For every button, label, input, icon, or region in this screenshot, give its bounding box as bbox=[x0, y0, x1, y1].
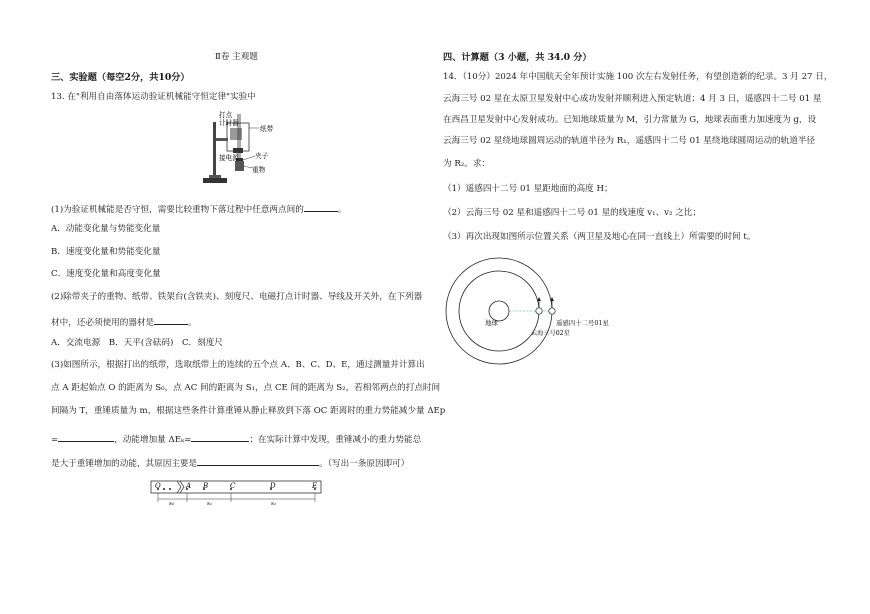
q13-option-b: B．速度变化量和势能变化量 bbox=[51, 247, 161, 257]
label-power: 接电源 bbox=[219, 154, 239, 162]
tape-label-e: E bbox=[312, 482, 318, 490]
q13-part2-line1: (2)除带夹子的重物、纸带、铁架台(含铁夹)、刻度尺、电磁打点计时器、导线及开关外，在下列器 bbox=[51, 292, 423, 302]
orbit-figure bbox=[443, 255, 583, 365]
q13-part3-line5 bbox=[51, 456, 409, 470]
equals-sign: = bbox=[51, 435, 59, 445]
q14-sub1: （1）遥感四十二号 01 星距地面的高度 H； bbox=[443, 184, 613, 194]
answer-blank-2[interactable] bbox=[154, 315, 188, 325]
answer-blank-5[interactable] bbox=[197, 456, 319, 466]
q13-part2-text: 材中，还必须使用的器材是 bbox=[51, 318, 155, 328]
reason-text: 是大于重锤增加的动能，其原因主要是 bbox=[51, 459, 198, 469]
label-sat2: 遥感四十二号01星 bbox=[556, 319, 609, 327]
tape-label-d: D bbox=[270, 482, 276, 490]
q13-stem: 13. 在"利用自由落体运动验证机械能守恒定律"实验中 bbox=[51, 92, 256, 102]
q13-part1-end: 。 bbox=[337, 205, 347, 215]
tape-label-c: C bbox=[230, 482, 236, 490]
apparatus-figure bbox=[197, 108, 297, 196]
paper-tape-figure bbox=[147, 478, 327, 506]
q13-part3-line2: 点 A 距起始点 O 的距离为 S₀，点 AC 间的距离为 S₁，点 CE 间的距离为 S₂，若相邻两点的打点时间 bbox=[51, 383, 441, 393]
q13-part3-line3: 间隔为 T，重锤质量为 m，根据这些条件计算重锤从静止释放到下落 OC 距离时的重力势能减少量 ΔEp bbox=[51, 406, 446, 416]
q13-part1-text: (1)为验证机械能是否守恒，需要比较重物下落过程中任意两点间的 bbox=[51, 205, 304, 215]
q14-sub2: （2）云海三号 02 星和遥感四十二号 01 星的线速度 v₁、v₂ 之比； bbox=[443, 208, 701, 218]
reason-end: 。（写出一条原因即可） bbox=[319, 459, 410, 469]
q13-part1 bbox=[51, 202, 346, 216]
tape-label-o: O bbox=[155, 482, 161, 490]
q13-part3-line4 bbox=[51, 432, 421, 446]
part-title: Ⅱ卷 主观题 bbox=[215, 52, 258, 62]
label-weight: 重物 bbox=[252, 166, 266, 174]
q13-part2-end: 。 bbox=[188, 318, 197, 328]
label-sat1: 云海三号02星 bbox=[531, 330, 570, 337]
q13-part3-line4-end: ；在实际计算中发现，重锤减小的重力势能总 bbox=[249, 435, 422, 445]
tape-label-b: B bbox=[203, 482, 209, 490]
q14-line2: 云海三号 02 星在太原卫星发射中心成功发射并顺利进入预定轨道；4 月 3 日，遥感四十二号 01 星 bbox=[443, 94, 822, 104]
label-clip: 夹子 bbox=[255, 152, 269, 160]
kinetic-energy-text: ，动能增加量 ΔEₖ= bbox=[114, 435, 192, 445]
q13-part2-options: A．交流电源 B．天平(含砝码) C．刻度尺 bbox=[51, 338, 223, 348]
q14-line3: 在西昌卫星发射中心发射成功。已知地球质量为 M，引力常量为 G，地球表面重力加速度为 g，设 bbox=[443, 115, 817, 125]
q13-option-a: A．动能变化量与势能变化量 bbox=[51, 224, 161, 234]
satellite-2 bbox=[549, 308, 555, 314]
section-4-title: 四、计算题（3 小题，共 34.0 分） bbox=[443, 52, 592, 63]
tape-dim-s1: s₁ bbox=[207, 501, 213, 506]
tape-dim-s2: s₂ bbox=[271, 501, 277, 506]
q14-sub3: （3）再次出现如图所示位置关系（两卫星及地心在同一直线上）所需要的时间 t。 bbox=[443, 232, 756, 242]
earth-circle bbox=[489, 301, 509, 321]
satellite-1 bbox=[536, 308, 542, 314]
label-paper-tape: 纸带 bbox=[260, 125, 274, 133]
tape-label-a: A bbox=[186, 482, 192, 490]
answer-blank-1[interactable] bbox=[304, 202, 338, 212]
tape-dim-s0: s₀ bbox=[169, 501, 175, 506]
q14-line4: 云海三号 02 星绕地球圆周运动的轨道半径为 R₁，遥感四十二号 01 星绕地球圆周运动的轨道半径 bbox=[443, 136, 816, 146]
label-timer-2: 计时器 bbox=[219, 119, 239, 127]
label-timer: 打点 bbox=[219, 111, 233, 119]
q14-line5: 为 R₂。求： bbox=[443, 159, 491, 169]
section-3-title: 三、实验题（每空2分，共10分） bbox=[51, 72, 190, 83]
answer-blank-4[interactable] bbox=[191, 432, 249, 442]
q13-option-c: C．速度变化量和高度变化量 bbox=[51, 269, 161, 279]
q14-line1: 14．（10分）2024 年中国航天全年预计实施 100 次左右发射任务，有望创造新的纪录。3 月 27 日， bbox=[443, 72, 833, 82]
label-earth: 地球 bbox=[485, 319, 498, 327]
q13-part2-line2 bbox=[51, 315, 197, 329]
answer-blank-3[interactable] bbox=[58, 432, 114, 442]
q13-part3-line1: (3)如图所示，根据打出的纸带，选取纸带上的连续的五个点 A、B、C、D、E，通过测量并计算出 bbox=[51, 360, 425, 370]
